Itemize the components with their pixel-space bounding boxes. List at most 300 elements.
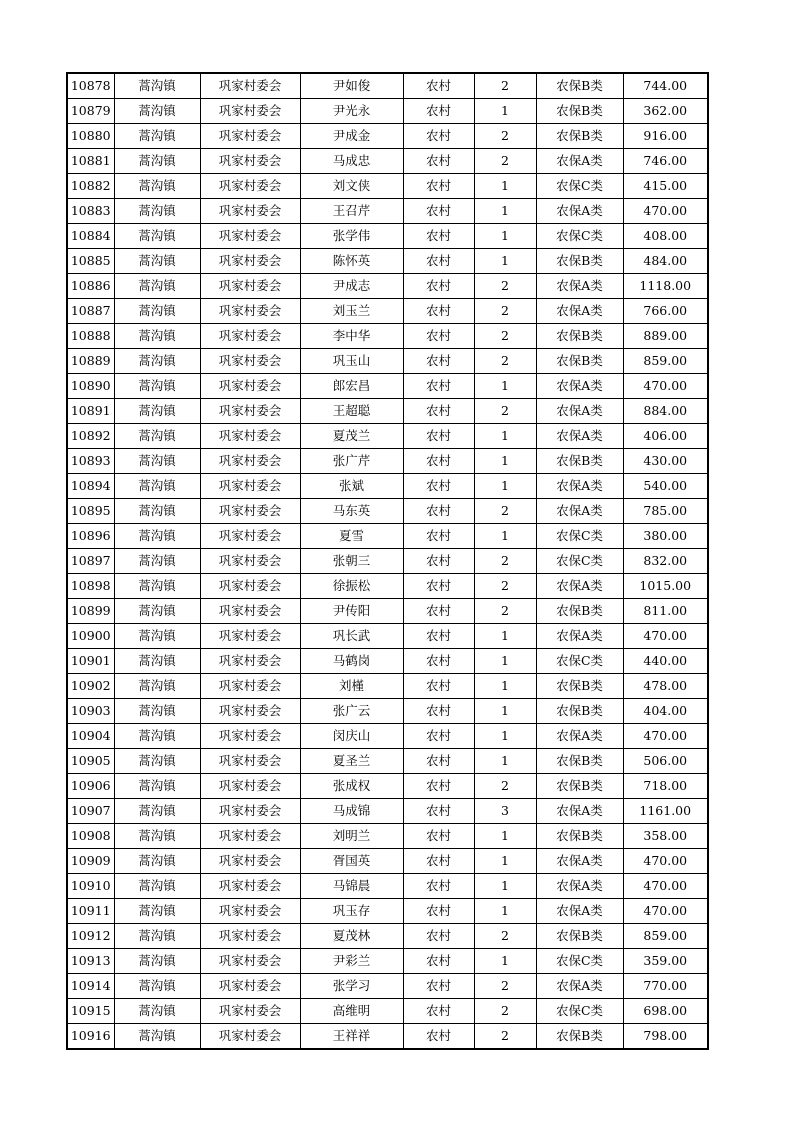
table-row: [67, 149, 708, 174]
town-cell: 蒿沟镇: [114, 924, 200, 949]
name-cell: 马成忠: [300, 149, 403, 174]
town-cell: 蒿沟镇: [114, 99, 200, 124]
amount-cell: 359.00: [623, 949, 708, 974]
town-cell: 蒿沟镇: [114, 499, 200, 524]
area-type-cell: 农村: [403, 274, 474, 299]
table-row: [67, 549, 708, 574]
town-cell: 蒿沟镇: [114, 199, 200, 224]
household-size-cell: 2: [474, 999, 536, 1024]
village-committee-cell: 巩家村委会: [200, 574, 300, 599]
record-number-cell: 10904: [67, 724, 114, 749]
table-row: [67, 274, 708, 299]
household-size-cell: 2: [474, 349, 536, 374]
area-type-cell: 农村: [403, 474, 474, 499]
insurance-category-cell: 农保A类: [536, 474, 623, 499]
insurance-category-cell: 农保B类: [536, 674, 623, 699]
household-size-cell: 2: [474, 1024, 536, 1050]
insurance-category-cell: 农保B类: [536, 749, 623, 774]
town-cell: 蒿沟镇: [114, 874, 200, 899]
village-committee-cell: 巩家村委会: [200, 274, 300, 299]
record-number-cell: 10912: [67, 924, 114, 949]
household-size-cell: 1: [474, 474, 536, 499]
table-row: [67, 99, 708, 124]
town-cell: 蒿沟镇: [114, 224, 200, 249]
name-cell: 高维明: [300, 999, 403, 1024]
town-cell: 蒿沟镇: [114, 174, 200, 199]
area-type-cell: 农村: [403, 924, 474, 949]
record-number-cell: 10906: [67, 774, 114, 799]
record-number-cell: 10900: [67, 624, 114, 649]
table-row: [67, 999, 708, 1024]
table-row: [67, 849, 708, 874]
area-type-cell: 农村: [403, 449, 474, 474]
name-cell: 胥国英: [300, 849, 403, 874]
insurance-category-cell: 农保B类: [536, 349, 623, 374]
table-row: [67, 624, 708, 649]
insurance-category-cell: 农保C类: [536, 174, 623, 199]
town-cell: 蒿沟镇: [114, 274, 200, 299]
area-type-cell: 农村: [403, 999, 474, 1024]
name-cell: 尹成金: [300, 124, 403, 149]
village-committee-cell: 巩家村委会: [200, 249, 300, 274]
amount-cell: 506.00: [623, 749, 708, 774]
table-row: [67, 1024, 708, 1050]
record-number-cell: 10891: [67, 399, 114, 424]
village-committee-cell: 巩家村委会: [200, 349, 300, 374]
village-committee-cell: 巩家村委会: [200, 649, 300, 674]
amount-cell: 470.00: [623, 724, 708, 749]
town-cell: 蒿沟镇: [114, 774, 200, 799]
name-cell: 张广芹: [300, 449, 403, 474]
household-size-cell: 1: [474, 624, 536, 649]
name-cell: 张斌: [300, 474, 403, 499]
insurance-category-cell: 农保A类: [536, 424, 623, 449]
table-row: [67, 174, 708, 199]
household-size-cell: 1: [474, 374, 536, 399]
village-committee-cell: 巩家村委会: [200, 524, 300, 549]
amount-cell: 1118.00: [623, 274, 708, 299]
area-type-cell: 农村: [403, 849, 474, 874]
area-type-cell: 农村: [403, 599, 474, 624]
town-cell: 蒿沟镇: [114, 949, 200, 974]
town-cell: 蒿沟镇: [114, 524, 200, 549]
name-cell: 陈怀英: [300, 249, 403, 274]
insurance-category-cell: 农保B类: [536, 824, 623, 849]
table-row: [67, 774, 708, 799]
town-cell: 蒿沟镇: [114, 624, 200, 649]
amount-cell: 470.00: [623, 874, 708, 899]
area-type-cell: 农村: [403, 149, 474, 174]
village-committee-cell: 巩家村委会: [200, 449, 300, 474]
table-row: [67, 124, 708, 149]
amount-cell: 470.00: [623, 899, 708, 924]
town-cell: 蒿沟镇: [114, 974, 200, 999]
town-cell: 蒿沟镇: [114, 599, 200, 624]
name-cell: 尹光永: [300, 99, 403, 124]
amount-cell: 470.00: [623, 624, 708, 649]
household-size-cell: 2: [474, 549, 536, 574]
amount-cell: 404.00: [623, 699, 708, 724]
name-cell: 徐振松: [300, 574, 403, 599]
village-committee-cell: 巩家村委会: [200, 299, 300, 324]
area-type-cell: 农村: [403, 124, 474, 149]
village-committee-cell: 巩家村委会: [200, 799, 300, 824]
town-cell: 蒿沟镇: [114, 999, 200, 1024]
record-number-cell: 10883: [67, 199, 114, 224]
household-size-cell: 1: [474, 874, 536, 899]
table-row: [67, 499, 708, 524]
amount-cell: 362.00: [623, 99, 708, 124]
area-type-cell: 农村: [403, 499, 474, 524]
record-number-cell: 10893: [67, 449, 114, 474]
table-body: [67, 73, 708, 1049]
area-type-cell: 农村: [403, 824, 474, 849]
household-size-cell: 1: [474, 699, 536, 724]
amount-cell: 884.00: [623, 399, 708, 424]
amount-cell: 798.00: [623, 1024, 708, 1050]
name-cell: 夏圣兰: [300, 749, 403, 774]
amount-cell: 916.00: [623, 124, 708, 149]
village-committee-cell: 巩家村委会: [200, 949, 300, 974]
name-cell: 马成锦: [300, 799, 403, 824]
insurance-category-cell: 农保B类: [536, 1024, 623, 1050]
name-cell: 刘玉兰: [300, 299, 403, 324]
town-cell: 蒿沟镇: [114, 699, 200, 724]
name-cell: 李中华: [300, 324, 403, 349]
records-table: [66, 72, 709, 1050]
town-cell: 蒿沟镇: [114, 749, 200, 774]
amount-cell: 478.00: [623, 674, 708, 699]
record-number-cell: 10881: [67, 149, 114, 174]
record-number-cell: 10911: [67, 899, 114, 924]
table-row: [67, 199, 708, 224]
amount-cell: 1161.00: [623, 799, 708, 824]
name-cell: 马东英: [300, 499, 403, 524]
table-row: [67, 749, 708, 774]
table-row: [67, 649, 708, 674]
name-cell: 刘明兰: [300, 824, 403, 849]
area-type-cell: 农村: [403, 73, 474, 99]
household-size-cell: 1: [474, 224, 536, 249]
insurance-category-cell: 农保A类: [536, 624, 623, 649]
table-row: [67, 449, 708, 474]
household-size-cell: 1: [474, 524, 536, 549]
household-size-cell: 2: [474, 399, 536, 424]
table-row: [67, 874, 708, 899]
household-size-cell: 1: [474, 174, 536, 199]
amount-cell: 440.00: [623, 649, 708, 674]
area-type-cell: 农村: [403, 724, 474, 749]
amount-cell: 540.00: [623, 474, 708, 499]
village-committee-cell: 巩家村委会: [200, 399, 300, 424]
record-number-cell: 10908: [67, 824, 114, 849]
name-cell: 巩玉存: [300, 899, 403, 924]
record-number-cell: 10910: [67, 874, 114, 899]
amount-cell: 430.00: [623, 449, 708, 474]
area-type-cell: 农村: [403, 249, 474, 274]
name-cell: 张朝三: [300, 549, 403, 574]
household-size-cell: 1: [474, 649, 536, 674]
record-number-cell: 10909: [67, 849, 114, 874]
town-cell: 蒿沟镇: [114, 299, 200, 324]
village-committee-cell: 巩家村委会: [200, 424, 300, 449]
amount-cell: 718.00: [623, 774, 708, 799]
record-number-cell: 10913: [67, 949, 114, 974]
insurance-category-cell: 农保C类: [536, 949, 623, 974]
amount-cell: 859.00: [623, 349, 708, 374]
area-type-cell: 农村: [403, 324, 474, 349]
insurance-category-cell: 农保C类: [536, 224, 623, 249]
table-row: [67, 924, 708, 949]
insurance-category-cell: 农保B类: [536, 599, 623, 624]
insurance-category-cell: 农保A类: [536, 974, 623, 999]
record-number-cell: 10902: [67, 674, 114, 699]
household-size-cell: 1: [474, 99, 536, 124]
area-type-cell: 农村: [403, 799, 474, 824]
village-committee-cell: 巩家村委会: [200, 149, 300, 174]
amount-cell: 470.00: [623, 199, 708, 224]
table-row: [67, 699, 708, 724]
table-row: [67, 374, 708, 399]
insurance-category-cell: 农保C类: [536, 524, 623, 549]
table-row: [67, 599, 708, 624]
record-number-cell: 10894: [67, 474, 114, 499]
amount-cell: 832.00: [623, 549, 708, 574]
name-cell: 夏茂兰: [300, 424, 403, 449]
insurance-category-cell: 农保B类: [536, 449, 623, 474]
household-size-cell: 2: [474, 599, 536, 624]
name-cell: 夏雪: [300, 524, 403, 549]
village-committee-cell: 巩家村委会: [200, 674, 300, 699]
town-cell: 蒿沟镇: [114, 399, 200, 424]
village-committee-cell: 巩家村委会: [200, 124, 300, 149]
insurance-category-cell: 农保B类: [536, 924, 623, 949]
table-row: [67, 224, 708, 249]
area-type-cell: 农村: [403, 649, 474, 674]
amount-cell: 811.00: [623, 599, 708, 624]
town-cell: 蒿沟镇: [114, 724, 200, 749]
table-row: [67, 474, 708, 499]
amount-cell: 484.00: [623, 249, 708, 274]
household-size-cell: 1: [474, 424, 536, 449]
record-number-cell: 10879: [67, 99, 114, 124]
table-row: [67, 974, 708, 999]
name-cell: 王祥祥: [300, 1024, 403, 1050]
village-committee-cell: 巩家村委会: [200, 374, 300, 399]
insurance-category-cell: 农保A类: [536, 724, 623, 749]
village-committee-cell: 巩家村委会: [200, 549, 300, 574]
insurance-category-cell: 农保A类: [536, 849, 623, 874]
household-size-cell: 2: [474, 924, 536, 949]
village-committee-cell: 巩家村委会: [200, 974, 300, 999]
town-cell: 蒿沟镇: [114, 349, 200, 374]
town-cell: 蒿沟镇: [114, 449, 200, 474]
insurance-category-cell: 农保A类: [536, 574, 623, 599]
village-committee-cell: 巩家村委会: [200, 499, 300, 524]
insurance-category-cell: 农保B类: [536, 124, 623, 149]
village-committee-cell: 巩家村委会: [200, 1024, 300, 1050]
name-cell: 巩长武: [300, 624, 403, 649]
insurance-category-cell: 农保A类: [536, 874, 623, 899]
town-cell: 蒿沟镇: [114, 124, 200, 149]
table-row: [67, 899, 708, 924]
record-number-cell: 10907: [67, 799, 114, 824]
town-cell: 蒿沟镇: [114, 424, 200, 449]
town-cell: 蒿沟镇: [114, 574, 200, 599]
household-size-cell: 1: [474, 674, 536, 699]
area-type-cell: 农村: [403, 1024, 474, 1050]
household-size-cell: 2: [474, 299, 536, 324]
amount-cell: 1015.00: [623, 574, 708, 599]
area-type-cell: 农村: [403, 774, 474, 799]
insurance-category-cell: 农保B类: [536, 699, 623, 724]
household-size-cell: 1: [474, 949, 536, 974]
area-type-cell: 农村: [403, 524, 474, 549]
name-cell: 刘槿: [300, 674, 403, 699]
village-committee-cell: 巩家村委会: [200, 824, 300, 849]
name-cell: 郎宏昌: [300, 374, 403, 399]
record-number-cell: 10916: [67, 1024, 114, 1050]
area-type-cell: 农村: [403, 549, 474, 574]
household-size-cell: 1: [474, 899, 536, 924]
record-number-cell: 10880: [67, 124, 114, 149]
amount-cell: 380.00: [623, 524, 708, 549]
name-cell: 夏茂林: [300, 924, 403, 949]
name-cell: 尹如俊: [300, 73, 403, 99]
table-row: [67, 674, 708, 699]
area-type-cell: 农村: [403, 949, 474, 974]
household-size-cell: 2: [474, 574, 536, 599]
household-size-cell: 1: [474, 449, 536, 474]
area-type-cell: 农村: [403, 199, 474, 224]
insurance-category-cell: 农保A类: [536, 499, 623, 524]
table-row: [67, 824, 708, 849]
insurance-category-cell: 农保B类: [536, 73, 623, 99]
record-number-cell: 10887: [67, 299, 114, 324]
record-number-cell: 10890: [67, 374, 114, 399]
area-type-cell: 农村: [403, 99, 474, 124]
amount-cell: 770.00: [623, 974, 708, 999]
area-type-cell: 农村: [403, 349, 474, 374]
record-number-cell: 10882: [67, 174, 114, 199]
insurance-category-cell: 农保A类: [536, 299, 623, 324]
name-cell: 张学伟: [300, 224, 403, 249]
name-cell: 张广云: [300, 699, 403, 724]
insurance-category-cell: 农保A类: [536, 374, 623, 399]
insurance-category-cell: 农保A类: [536, 799, 623, 824]
household-size-cell: 2: [474, 499, 536, 524]
village-committee-cell: 巩家村委会: [200, 599, 300, 624]
household-size-cell: 2: [474, 774, 536, 799]
record-number-cell: 10896: [67, 524, 114, 549]
household-size-cell: 2: [474, 124, 536, 149]
village-committee-cell: 巩家村委会: [200, 999, 300, 1024]
village-committee-cell: 巩家村委会: [200, 624, 300, 649]
household-size-cell: 1: [474, 749, 536, 774]
table-row: [67, 524, 708, 549]
record-number-cell: 10898: [67, 574, 114, 599]
record-number-cell: 10889: [67, 349, 114, 374]
amount-cell: 470.00: [623, 374, 708, 399]
name-cell: 刘文侠: [300, 174, 403, 199]
name-cell: 尹成志: [300, 274, 403, 299]
town-cell: 蒿沟镇: [114, 249, 200, 274]
village-committee-cell: 巩家村委会: [200, 899, 300, 924]
town-cell: 蒿沟镇: [114, 799, 200, 824]
village-committee-cell: 巩家村委会: [200, 699, 300, 724]
household-size-cell: 2: [474, 324, 536, 349]
village-committee-cell: 巩家村委会: [200, 924, 300, 949]
household-size-cell: 1: [474, 824, 536, 849]
insurance-category-cell: 农保C类: [536, 999, 623, 1024]
table-row: [67, 324, 708, 349]
village-committee-cell: 巩家村委会: [200, 749, 300, 774]
record-number-cell: 10903: [67, 699, 114, 724]
household-size-cell: 3: [474, 799, 536, 824]
record-number-cell: 10905: [67, 749, 114, 774]
record-number-cell: 10888: [67, 324, 114, 349]
village-committee-cell: 巩家村委会: [200, 174, 300, 199]
table-row: [67, 299, 708, 324]
household-size-cell: 1: [474, 199, 536, 224]
record-number-cell: 10897: [67, 549, 114, 574]
insurance-category-cell: 农保B类: [536, 324, 623, 349]
village-committee-cell: 巩家村委会: [200, 73, 300, 99]
record-number-cell: 10884: [67, 224, 114, 249]
amount-cell: 766.00: [623, 299, 708, 324]
household-size-cell: 1: [474, 249, 536, 274]
record-number-cell: 10878: [67, 73, 114, 99]
village-committee-cell: 巩家村委会: [200, 474, 300, 499]
amount-cell: 408.00: [623, 224, 708, 249]
household-size-cell: 2: [474, 149, 536, 174]
area-type-cell: 农村: [403, 874, 474, 899]
town-cell: 蒿沟镇: [114, 1024, 200, 1050]
record-number-cell: 10885: [67, 249, 114, 274]
area-type-cell: 农村: [403, 374, 474, 399]
name-cell: 王超聪: [300, 399, 403, 424]
village-committee-cell: 巩家村委会: [200, 199, 300, 224]
amount-cell: 698.00: [623, 999, 708, 1024]
area-type-cell: 农村: [403, 174, 474, 199]
area-type-cell: 农村: [403, 424, 474, 449]
area-type-cell: 农村: [403, 974, 474, 999]
amount-cell: 415.00: [623, 174, 708, 199]
table-row: [67, 399, 708, 424]
table-row: [67, 799, 708, 824]
amount-cell: 744.00: [623, 73, 708, 99]
household-size-cell: 1: [474, 849, 536, 874]
town-cell: 蒿沟镇: [114, 549, 200, 574]
village-committee-cell: 巩家村委会: [200, 99, 300, 124]
household-size-cell: 2: [474, 274, 536, 299]
insurance-category-cell: 农保A类: [536, 899, 623, 924]
table-row: [67, 424, 708, 449]
amount-cell: 889.00: [623, 324, 708, 349]
table-row: [67, 724, 708, 749]
name-cell: 尹传阳: [300, 599, 403, 624]
area-type-cell: 农村: [403, 624, 474, 649]
area-type-cell: 农村: [403, 749, 474, 774]
household-size-cell: 2: [474, 73, 536, 99]
record-number-cell: 10895: [67, 499, 114, 524]
village-committee-cell: 巩家村委会: [200, 224, 300, 249]
name-cell: 王召芹: [300, 199, 403, 224]
record-number-cell: 10914: [67, 974, 114, 999]
record-number-cell: 10915: [67, 999, 114, 1024]
area-type-cell: 农村: [403, 399, 474, 424]
record-number-cell: 10901: [67, 649, 114, 674]
